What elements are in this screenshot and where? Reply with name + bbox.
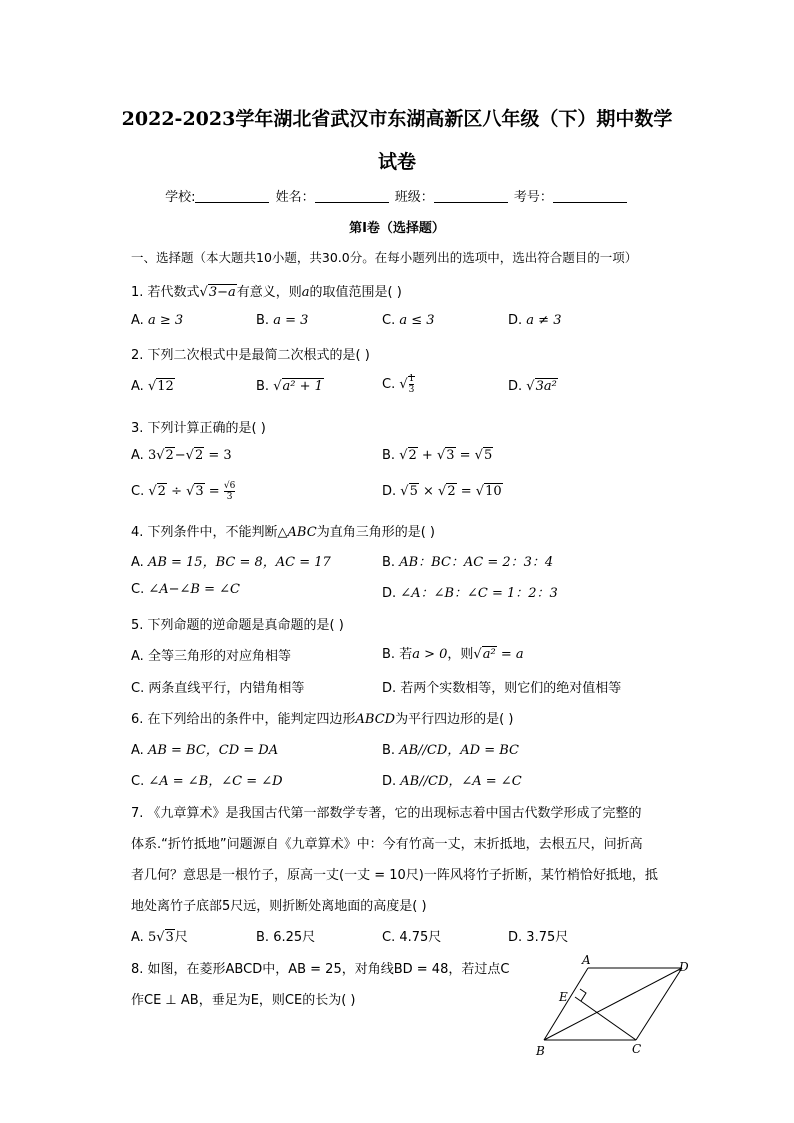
- label-c: C: [632, 1042, 642, 1056]
- q1-option-d[interactable]: D. a ≠ 3: [508, 313, 562, 328]
- exam-no-label: 考号：: [513, 190, 553, 205]
- q7-stem-line1: 7. 《九章算术》是我国古代第一部数学专著，它的出现标志着中国古代数学形成了完整的: [131, 806, 642, 821]
- q5-option-c[interactable]: C. 两条直线平行，内错角相等: [131, 681, 305, 696]
- q7-option-d[interactable]: D. 3.75尺: [508, 930, 569, 945]
- name-label: 姓名：: [275, 190, 315, 205]
- q1-option-c[interactable]: C. a ≤ 3: [382, 313, 435, 328]
- q5-option-d[interactable]: D. 若两个实数相等，则它们的绝对值相等: [382, 681, 622, 696]
- school-blank: [195, 190, 269, 203]
- q4-stem: 4. 下列条件中，不能判断△ABC为直角三角形的是( ): [131, 525, 435, 540]
- q4-option-b[interactable]: B. AB：BC：AC = 2：3：4: [382, 555, 554, 570]
- class-blank: [434, 190, 508, 203]
- student-info-row: [0, 186, 794, 205]
- side-cd: [636, 968, 682, 1040]
- q1-option-a[interactable]: A. a ≥ 3: [131, 313, 184, 328]
- q6-option-a[interactable]: A. AB = BC，CD = DA: [131, 743, 279, 758]
- label-e: E: [559, 990, 568, 1004]
- q6-option-c[interactable]: C. ∠A = ∠B，∠C = ∠D: [131, 774, 283, 789]
- q8-stem-line1: 8. 如图，在菱形ABCD中，AB = 25，对角线BD = 48，若过点C: [131, 962, 510, 977]
- q5-option-b[interactable]: B. 若a > 0，则√a² = a: [382, 647, 524, 662]
- q3-option-d[interactable]: D. √5 × √2 = √10: [382, 484, 502, 499]
- q4-option-c[interactable]: C. ∠A−∠B = ∠C: [131, 582, 240, 597]
- diagonal-bd: [544, 968, 682, 1040]
- exam-title-line1: 2022-2023学年湖北省武汉市东湖高新区八年级（下）期中数学: [121, 108, 673, 130]
- q5-option-a[interactable]: A. 全等三角形的对应角相等: [131, 649, 291, 664]
- q4-option-d[interactable]: D. ∠A：∠B：∠C = 1：2：3: [382, 586, 558, 601]
- q2-option-a[interactable]: A. √12: [131, 379, 174, 394]
- q3-option-b[interactable]: B. √2 + √3 = √5: [382, 448, 493, 463]
- sqrt-symbol: √3−a: [199, 285, 236, 300]
- q7-stem-line4: 地处离竹子底部5尺远，则折断处离地面的高度是( ): [131, 899, 427, 914]
- q3-option-a[interactable]: A. 3√2−√2 = 3: [131, 448, 232, 463]
- q3-stem: 3. 下列计算正确的是( ): [131, 421, 266, 436]
- name-blank: [315, 190, 389, 203]
- label-b: B: [536, 1044, 545, 1058]
- rhombus-figure: [528, 954, 708, 1058]
- q6-option-d[interactable]: D. AB//CD，∠A = ∠C: [382, 774, 522, 789]
- q6-stem: 6. 在下列给出的条件中，能判定四边形ABCD为平行四边形的是( ): [131, 712, 514, 727]
- q3-option-c[interactable]: C. √2 ÷ √3 = $\frac{√6}{3}$: [131, 481, 236, 502]
- right-angle-mark: [580, 989, 586, 1001]
- label-d: D: [679, 960, 689, 974]
- q7-option-b[interactable]: B. 6.25尺: [256, 930, 316, 945]
- q2-option-c[interactable]: C. √ $\frac{1}{3}$: [382, 374, 415, 395]
- q7-stem-line2: 体系.“折竹抵地”问题源自《九章算术》中：今有竹高一丈，末折抵地，去根五尺，问折高: [131, 837, 643, 852]
- exam-title-line2: 试卷: [377, 151, 416, 173]
- school-label: 学校:: [165, 190, 196, 205]
- label-a: A: [582, 954, 591, 967]
- q8-stem-line2: 作CE ⊥ AB，垂足为E，则CE的长为( ): [131, 993, 356, 1008]
- q6-option-b[interactable]: B. AB//CD，AD = BC: [382, 743, 519, 758]
- side-ab: [544, 968, 588, 1040]
- q7-stem-line3: 者几何？意思是一根竹子，原高一丈(一丈 = 10尺)一阵风将竹子折断，某竹梢恰好抵地，抵: [131, 868, 658, 883]
- q1-option-b[interactable]: B. a = 3: [256, 313, 309, 328]
- q2-stem: 2. 下列二次根式中是最简二次根式的是( ): [131, 348, 370, 363]
- q7-option-a[interactable]: A. 5√3尺: [131, 930, 188, 945]
- volume-title: 第Ⅰ卷（选择题）: [349, 221, 445, 236]
- exam-no-blank: [553, 190, 627, 203]
- q5-stem: 5. 下列命题的逆命题是真命题的是( ): [131, 618, 344, 633]
- q2-option-b[interactable]: B. √a² + 1: [256, 379, 323, 394]
- q1-stem: 1. 若代数式√3−a有意义，则a的取值范围是( ): [131, 285, 402, 300]
- q4-option-a[interactable]: A. AB = 15，BC = 8，AC = 17: [131, 555, 331, 570]
- section-header: 一、选择题（本大题共10小题，共30.0分。在每小题列出的选项中，选出符合题目的一项）: [131, 250, 638, 265]
- q7-option-c[interactable]: C. 4.75尺: [382, 930, 442, 945]
- q2-option-d[interactable]: D. √3a²: [508, 379, 557, 394]
- class-label: 班级：: [394, 190, 434, 205]
